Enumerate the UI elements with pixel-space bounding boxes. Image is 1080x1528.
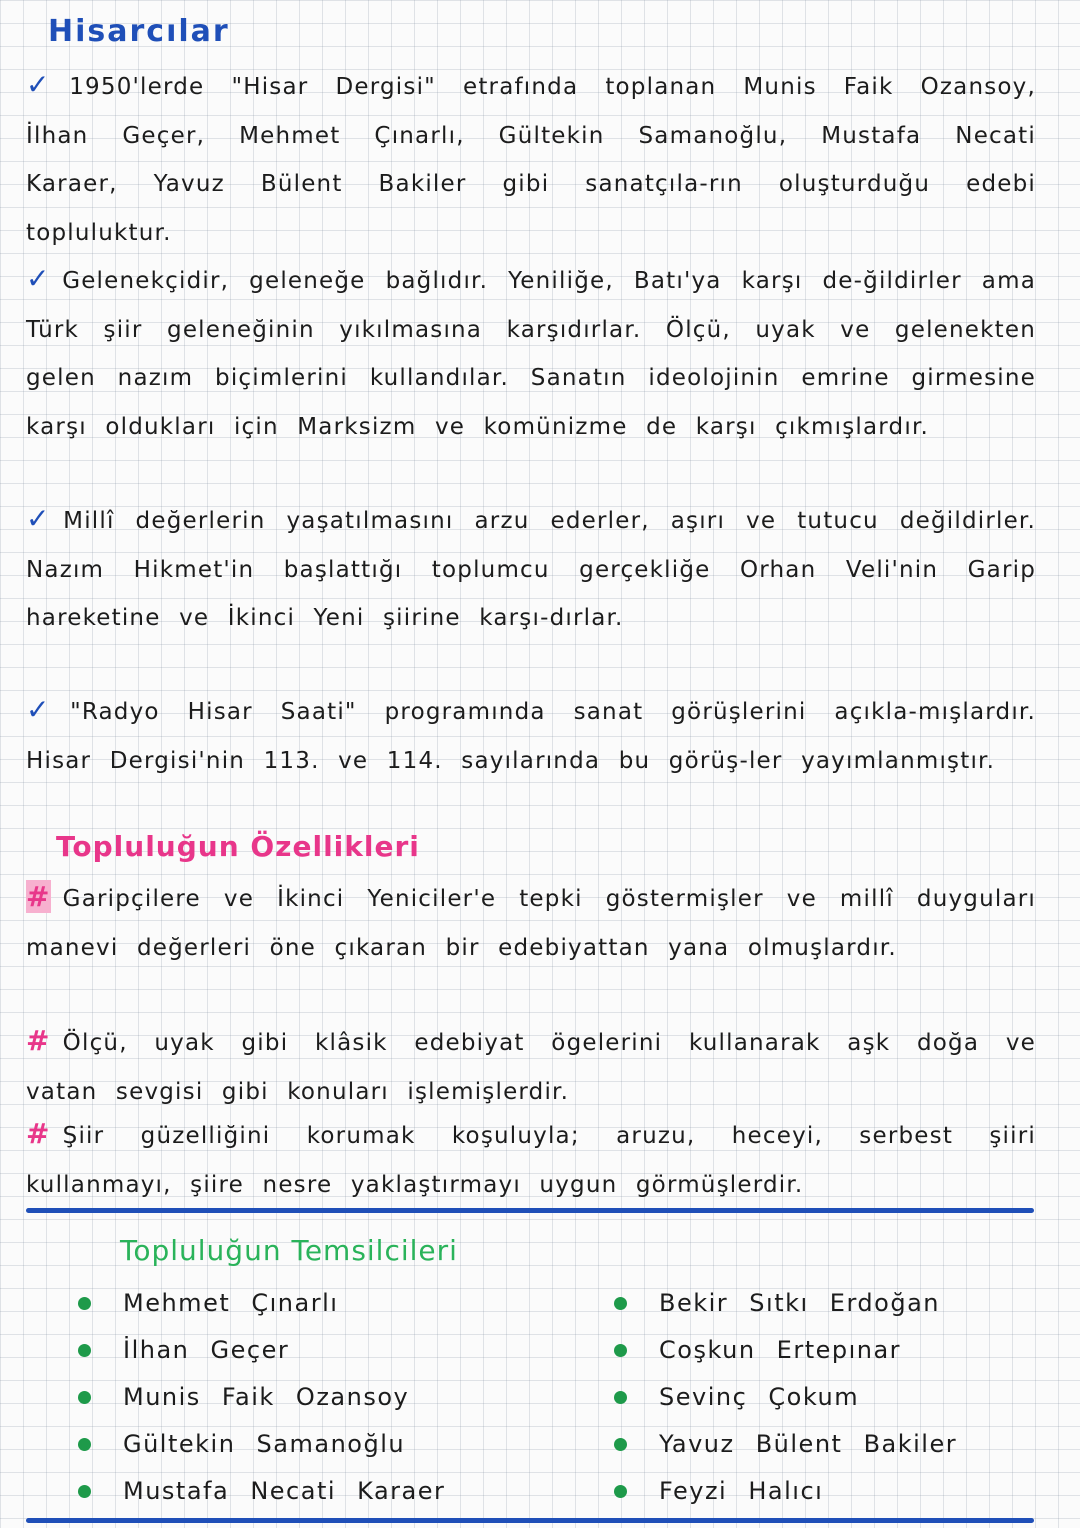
list-item: Munis Faik Ozansoy [78,1374,445,1421]
hash-icon: # [26,1117,51,1150]
list-item: Coşkun Ertepınar [614,1327,957,1374]
bullet-icon [78,1297,91,1310]
bullet-icon [78,1485,91,1498]
feature-paragraph-2 [26,1017,1036,1116]
bullet-icon [78,1391,91,1404]
bullet-icon [614,1485,627,1498]
page-title: Hisarcılar [48,14,230,49]
intro-paragraph-3 [26,495,1036,643]
representatives-heading: Topluluğun Temsilcileri [120,1234,458,1267]
checkmark-icon: ✓ [26,262,53,295]
representatives-list-right [614,1280,957,1515]
list-item: Sevinç Çokum [614,1374,957,1421]
hash-icon: # [26,1024,51,1057]
divider-line [26,1518,1034,1523]
bullet-icon [614,1391,627,1404]
checkmark-icon: ✓ [26,693,61,726]
feature-text-1: Garipçilere ve İkinci Yeniciler'e tepki göstermişler ve millî duyguları manevi değerleri öne çıkaran bir edebiyattan yana olmuşlardır. [26,886,1036,961]
list-item: Mustafa Necati Karaer [78,1468,445,1515]
list-item: Mehmet Çınarlı [78,1280,445,1327]
bullet-icon [614,1438,627,1451]
intro-text-3: Millî değerlerin yaşatılmasını arzu ederler, aşırı ve tutucu değildirler. Nazım Hikmet'in başlattığı toplumcu gerçekliğe Orhan Veli'nin Garip hareketine ve İkinci Yeni şiirine karşı-dırlar. [26,508,1036,631]
intro-text-1: 1950'lerde "Hisar Dergisi" etrafında toplanan Munis Faik Ozansoy, İlhan Geçer, Mehmet Çınarlı, Gültekin Samanoğlu, Mustafa Necati Karaer, Yavuz Bülent Bakiler gibi sanatçıla-rın oluşturduğu edebi topluluktur. [26,74,1036,246]
feature-text-2: Ölçü, uyak gibi klâsik edebiyat ögelerini kullanarak aşk doğa ve vatan sevgisi gibi konuları işlemişlerdir. [26,1030,1036,1105]
bullet-icon [614,1297,627,1310]
feature-paragraph-3 [26,1110,1036,1209]
bullet-icon [614,1344,627,1357]
intro-paragraph-1 [26,61,1036,257]
representatives-list-left [78,1280,445,1515]
intro-text-4: "Radyo Hisar Saati" programında sanat görüşlerini açıkla-mışlardır. Hisar Dergisi'nin 113. ve 114. sayılarında bu görüş-ler yayımlanmıştır. [26,699,1036,774]
feature-paragraph-1 [26,873,1036,972]
checkmark-icon: ✓ [26,502,54,535]
intro-paragraph-4 [26,686,1036,785]
feature-text-3: Şiir güzelliğini korumak koşuluyla; aruzu, heceyi, serbest şiiri kullanmayı, şiire nesre yaklaştırmayı uygun görmüşlerdir. [26,1123,1036,1198]
checkmark-icon: ✓ [26,68,60,101]
intro-text-2: Gelenekçidir, geleneğe bağlıdır. Yeniliğe, Batı'ya karşı de-ğildirler ama Türk şiir geleneğinin yıkılmasına karşıdırlar. Ölçü, uyak ve gelenekten gelen nazım biçimlerini kullandılar. Sanatın ideolojinin emrine girmesine karşı oldukları için Marksizm ve komünizme de karşı çıkmışlardır. [26,268,1036,440]
list-item: Gültekin Samanoğlu [78,1421,445,1468]
list-item: Yavuz Bülent Bakiler [614,1421,957,1468]
bullet-icon [78,1344,91,1357]
intro-paragraph-2 [26,255,1036,451]
bullet-icon [78,1438,91,1451]
hash-icon: # [26,880,51,913]
features-heading: Topluluğun Özellikleri [56,830,420,863]
list-item: Bekir Sıtkı Erdoğan [614,1280,957,1327]
list-item: Feyzi Halıcı [614,1468,957,1515]
list-item: İlhan Geçer [78,1327,445,1374]
divider-line [26,1208,1034,1213]
